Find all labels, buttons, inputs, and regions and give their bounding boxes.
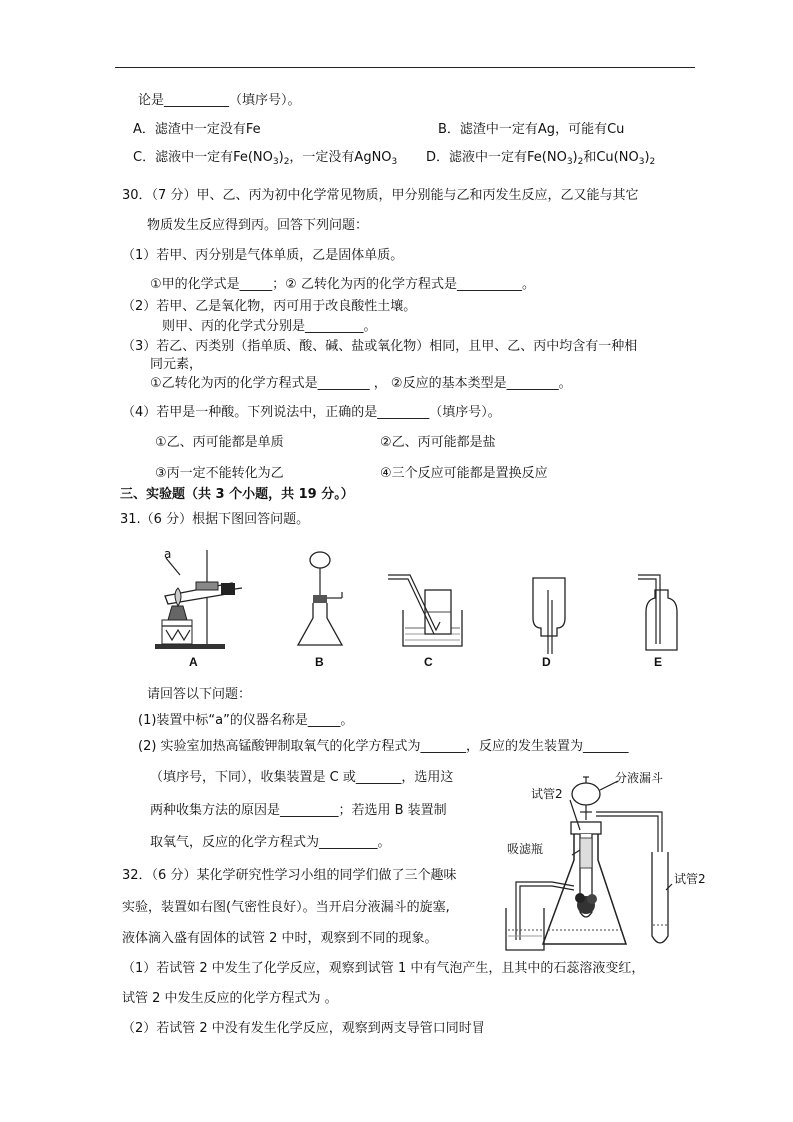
q31-ask: 请回答以下问题： — [147, 687, 252, 702]
q30-option-1: ①乙、丙可能都是单质 — [155, 435, 284, 450]
fig-tube2-top-label: 试管2 — [531, 787, 563, 801]
apparatus-a-label: A — [189, 655, 198, 669]
apparatus-a-drawing — [155, 550, 242, 649]
q30-part2-blanks: 则甲、丙的化学式分别是_________。 — [162, 319, 377, 334]
apparatus-e-label: E — [654, 655, 663, 669]
q30-line1: 30．（7 分）甲、乙、丙为初中化学常见物质，甲分别能与乙和丙发生反应，乙又能与其它 — [122, 188, 639, 203]
fig-flask-label: 吸滤瓶 — [507, 842, 544, 856]
q29-option-c: C．滤液中一定有$Fe(NO_3)_2$，一定没有AgNO$_3$ — [133, 150, 398, 167]
apparatus-c-label: C — [424, 655, 433, 669]
fig-tube2-right-label: 试管2 — [674, 872, 706, 886]
q31-sub2-line1: (2) 实验室加热高锰酸钾制取氧气的化学方程式为_______，反应的发生装置为_______ — [138, 739, 629, 754]
q32-part2: （2）若试管 2 中没有发生化学反应，观察到两支导管口同时冒 — [122, 1021, 485, 1036]
q32-apparatus-drawing — [506, 777, 672, 950]
q32-line1: 32．（6 分）某化学研究性学习小组的同学们做了三个趣味 — [122, 868, 457, 883]
apparatus-b-label: B — [315, 655, 324, 669]
q30-option-3: ③丙一定不能转化为乙 — [155, 466, 284, 481]
q32-part1-line2: 试管 2 中发生反应的化学方程式为 。 — [122, 991, 338, 1006]
apparatus-d-drawing — [533, 578, 565, 654]
apparatus-c-drawing — [388, 575, 462, 646]
q30-option-4: ④三个反应可能都是置换反应 — [380, 466, 548, 481]
q30-part3-blanks: ①乙转化为丙的化学方程式是________ ， ②反应的基本类型是________。 — [150, 376, 572, 391]
q31-title: 31.（6 分）根据下图回答问题。 — [120, 512, 310, 527]
q31-sub2-line3: 两种收集方法的原因是_________；若选用 B 装置制 — [150, 803, 447, 818]
q32-part1-line1: （1）若试管 2 中发生了化学反应，观察到试管 1 中有气泡产生，且其中的石蕊溶液变红， — [122, 961, 645, 976]
q30-option-2: ②乙、丙可能都是盐 — [380, 435, 496, 450]
section-heading: 三、实验题（共 3 个小题，共 19 分。） — [120, 487, 354, 502]
q30-part1: （1）若甲、丙分别是气体单质，乙是固体单质。 — [122, 248, 404, 263]
fig-funnel-label: 分液漏斗 — [615, 771, 664, 785]
q30-part3-line1: （3）若乙、丙类别（指单质、酸、碱、盐或氧化物）相同，且甲、乙、丙中均含有一种相 — [122, 339, 638, 354]
q32-line2: 实验，装置如右图(气密性良好）。当开启分液漏斗的旋塞, — [122, 900, 450, 915]
label-a: a — [164, 547, 172, 561]
q29-option-a: A．滤渣中一定没有Fe — [133, 122, 261, 137]
q31-sub2-line2: （填序号，下同），收集装置是 C 或_______，选用这 — [150, 770, 454, 785]
apparatus-b-drawing — [298, 552, 342, 645]
q29-option-b: B．滤渣中一定有Ag，可能有Cu — [438, 122, 625, 137]
q31-sub2-line4: 取氧气，反应的化学方程式为_________。 — [150, 835, 391, 850]
q30-part1-blanks: ①甲的化学式是_____；② 乙转化为丙的化学方程式是__________。 — [150, 277, 535, 292]
q29-intro: 论是__________（填序号）。 — [138, 93, 301, 108]
q30-part3-line2: 同元素， — [150, 357, 203, 372]
apparatus-d-label: D — [542, 655, 551, 669]
q29-option-d: D．滤液中一定有$Fe(NO_3)_2$和$Cu(NO_3)_2$ — [426, 150, 656, 167]
q30-part4: （4）若甲是一种酸。下列说法中，正确的是________（填序号）。 — [122, 405, 501, 420]
q32-line3: 液体滴入盛有固体的试管 2 中时，观察到不同的现象。 — [122, 931, 438, 946]
q30-part2: （2）若甲、乙是氧化物，丙可用于改良酸性土壤。 — [122, 299, 417, 314]
apparatus-e-drawing — [638, 575, 677, 650]
q31-sub1: (1)装置中标“a”的仪器名称是_____。 — [138, 713, 354, 728]
q30-line2: 物质发生反应得到丙。回答下列问题： — [147, 218, 369, 233]
